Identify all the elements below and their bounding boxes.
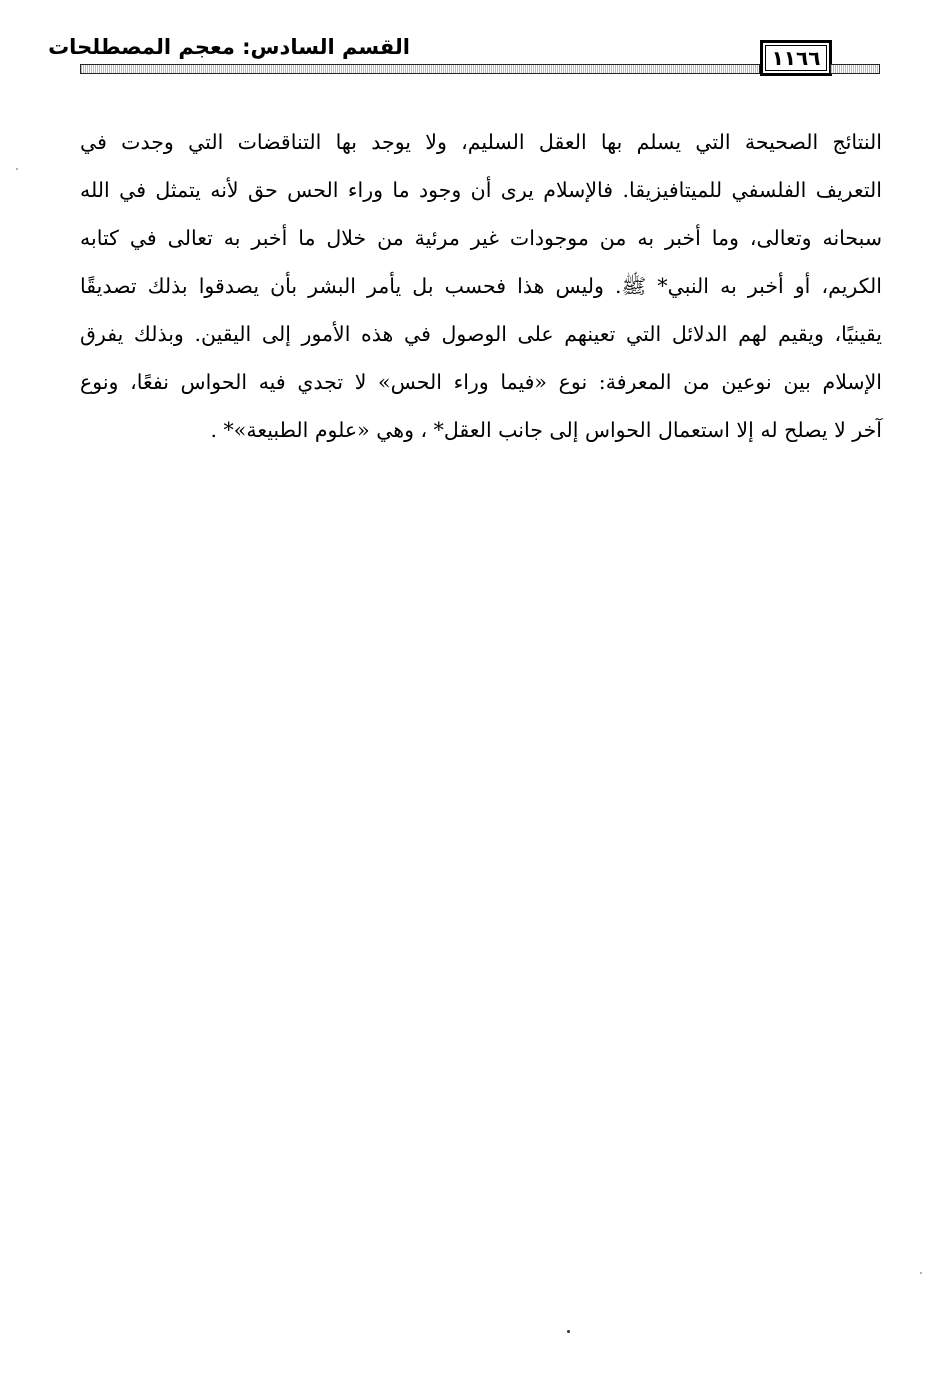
text-line: الإسلام بين نوعين من المعرفة: نوع «فيما وراء الحس» لا تجدي فيه الحواس نفعًا، ونوع bbox=[80, 370, 882, 394]
section-title: القسم السادس: معجم المصطلحات bbox=[48, 35, 410, 59]
scan-speck bbox=[920, 1272, 922, 1274]
text-line: التعريف الفلسفي للميتافيزيقا. فالإسلام يرى أن وجود ما وراء الحس حق لأنه يتمثل في الله bbox=[80, 178, 882, 202]
page-header bbox=[48, 26, 880, 82]
text-line: الكريم، أو أخبر به النبي* ﷺ. وليس هذا فحسب بل يأمر البشر بأن يصدقوا بذلك تصديقًا bbox=[80, 274, 882, 298]
page-number: ١١٦٦ bbox=[771, 46, 821, 70]
text-line: سبحانه وتعالى، وما أخبر به من موجودات غير مرئية من خلال ما أخبر به تعالى في كتابه bbox=[80, 226, 882, 250]
page-number-box bbox=[760, 40, 832, 76]
header-rule bbox=[80, 64, 760, 74]
text-line: يقينيًا، ويقيم لهم الدلائل التي تعينهم على الوصول في هذه الأمور إلى اليقين. وبذلك يفرق bbox=[80, 322, 882, 346]
scan-speck bbox=[567, 1330, 570, 1333]
header-rule-end bbox=[830, 64, 880, 74]
text-line: آخر لا يصلح له إلا استعمال الحواس إلى جانب العقل* ، وهي «علوم الطبيعة»* . bbox=[210, 418, 882, 442]
body-paragraph bbox=[80, 118, 882, 454]
scan-speck bbox=[16, 168, 18, 170]
text-line: النتائج الصحيحة التي يسلم بها العقل السليم، ولا يوجد بها التناقضات التي وجدت في bbox=[80, 130, 882, 154]
